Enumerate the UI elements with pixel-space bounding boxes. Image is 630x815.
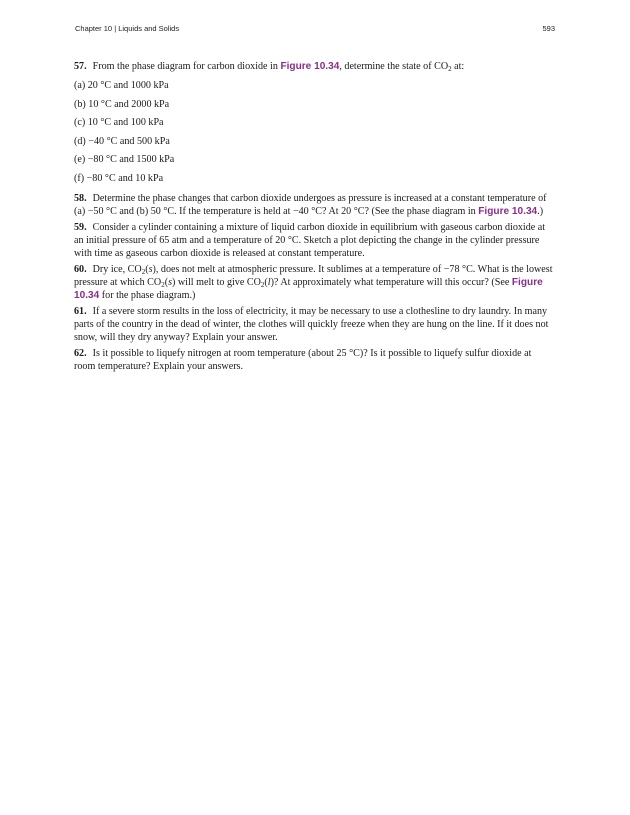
- exercise-text: Determine the phase changes that carbon dioxide undergoes as pressure is increased at a constant temperature of (a) −50 °C and (b) 50 °C. If the temperature is held at −40 °C? At 20 °C? (See the phase diagram in: [74, 192, 547, 217]
- exercise-57-part-c: (c) 10 °C and 100 kPa: [74, 117, 164, 129]
- chapter-title: Chapter 10 | Liquids and Solids: [75, 24, 180, 33]
- exercise-text: From the phase diagram for carbon dioxide in: [92, 61, 281, 72]
- exercise-number: 61.: [74, 305, 87, 317]
- exercise-text: If a severe storm results in the loss of electricity, it may be necessary to use a clothesline to dry laundry. In many parts of the country in the dead of winter, the clothes will quickly freeze when they are hung on the line. If it does not snow, will they dry anyway? Explain your answer.: [74, 305, 549, 343]
- exercise-number: 58.: [74, 192, 87, 204]
- exercise-text: Is it possible to liquefy nitrogen at room temperature (about 25 °C)? Is it possible to liquefy sulfur dioxide at room temperature? Explain your answers.: [74, 347, 532, 372]
- exercise-text: ), does not melt at atmospheric pressure. It sublimes at a temperature of −78 °C. What is the lowest pressure at which CO: [74, 263, 553, 288]
- exercise-57-prompt: [74, 60, 554, 73]
- exercise-60: [74, 263, 554, 302]
- subscript: 2: [448, 65, 452, 73]
- subscript: 2: [260, 280, 265, 289]
- exercise-number: 60.: [74, 263, 87, 275]
- subscript: 2: [161, 280, 165, 289]
- exercise-57-part-f: (f) −80 °C and 10 kPa: [74, 172, 164, 184]
- exercise-text: Dry ice, CO: [92, 263, 142, 275]
- exercise-text: .): [537, 205, 544, 217]
- running-head: [75, 24, 555, 33]
- figure-link[interactable]: Figure 10.34: [478, 205, 538, 217]
- exercise-58: [74, 192, 554, 218]
- exercise-number: 57.: [74, 61, 87, 72]
- exercise-62: [74, 347, 554, 373]
- exercise-57: [74, 60, 554, 185]
- exercise-text: (: [164, 276, 169, 288]
- figure-link[interactable]: Figure 10.34: [280, 61, 340, 72]
- exercise-57-part-a: (a) 20 °C and 1000 kPa: [74, 80, 169, 91]
- exercise-57-part-e: (e) −80 °C and 1500 kPa: [74, 154, 175, 166]
- exercise-text: , determine the state of CO: [339, 61, 449, 72]
- exercise-59: [74, 221, 554, 260]
- exercise-number: 62.: [74, 347, 87, 359]
- exercise-number: 59.: [74, 221, 87, 233]
- phase-symbol: s: [168, 276, 172, 288]
- phase-symbol: l: [267, 276, 271, 288]
- exercise-text: for the phase diagram.): [99, 289, 196, 301]
- exercise-61: [74, 305, 554, 344]
- page-number: 593: [542, 24, 555, 33]
- exercise-list: [74, 60, 554, 376]
- exercise-57-part-b: (b) 10 °C and 2000 kPa: [74, 98, 170, 110]
- exercise-57-part-d: (d) −40 °C and 500 kPa: [74, 135, 170, 147]
- exercise-text: Consider a cylinder containing a mixture of liquid carbon dioxide in equilibrium with gaseous carbon dioxide at an initial pressure of 65 atm and a temperature of 20 °C. Sketch a plot depicting the change in the cylinder pressure with time as gaseous carbon dioxide is released at constant temperature.: [74, 221, 546, 259]
- exercise-text: at:: [451, 61, 465, 72]
- exercise-text: ) will melt to give CO: [172, 276, 261, 288]
- exercise-text: (: [145, 263, 149, 275]
- phase-symbol: s: [148, 263, 153, 275]
- exercise-text: (: [264, 276, 268, 288]
- subscript: 2: [141, 267, 146, 276]
- figure-link[interactable]: Figure 10.34: [74, 276, 543, 301]
- exercise-text: )? At approximately what temperature will this occur? (See: [270, 276, 512, 288]
